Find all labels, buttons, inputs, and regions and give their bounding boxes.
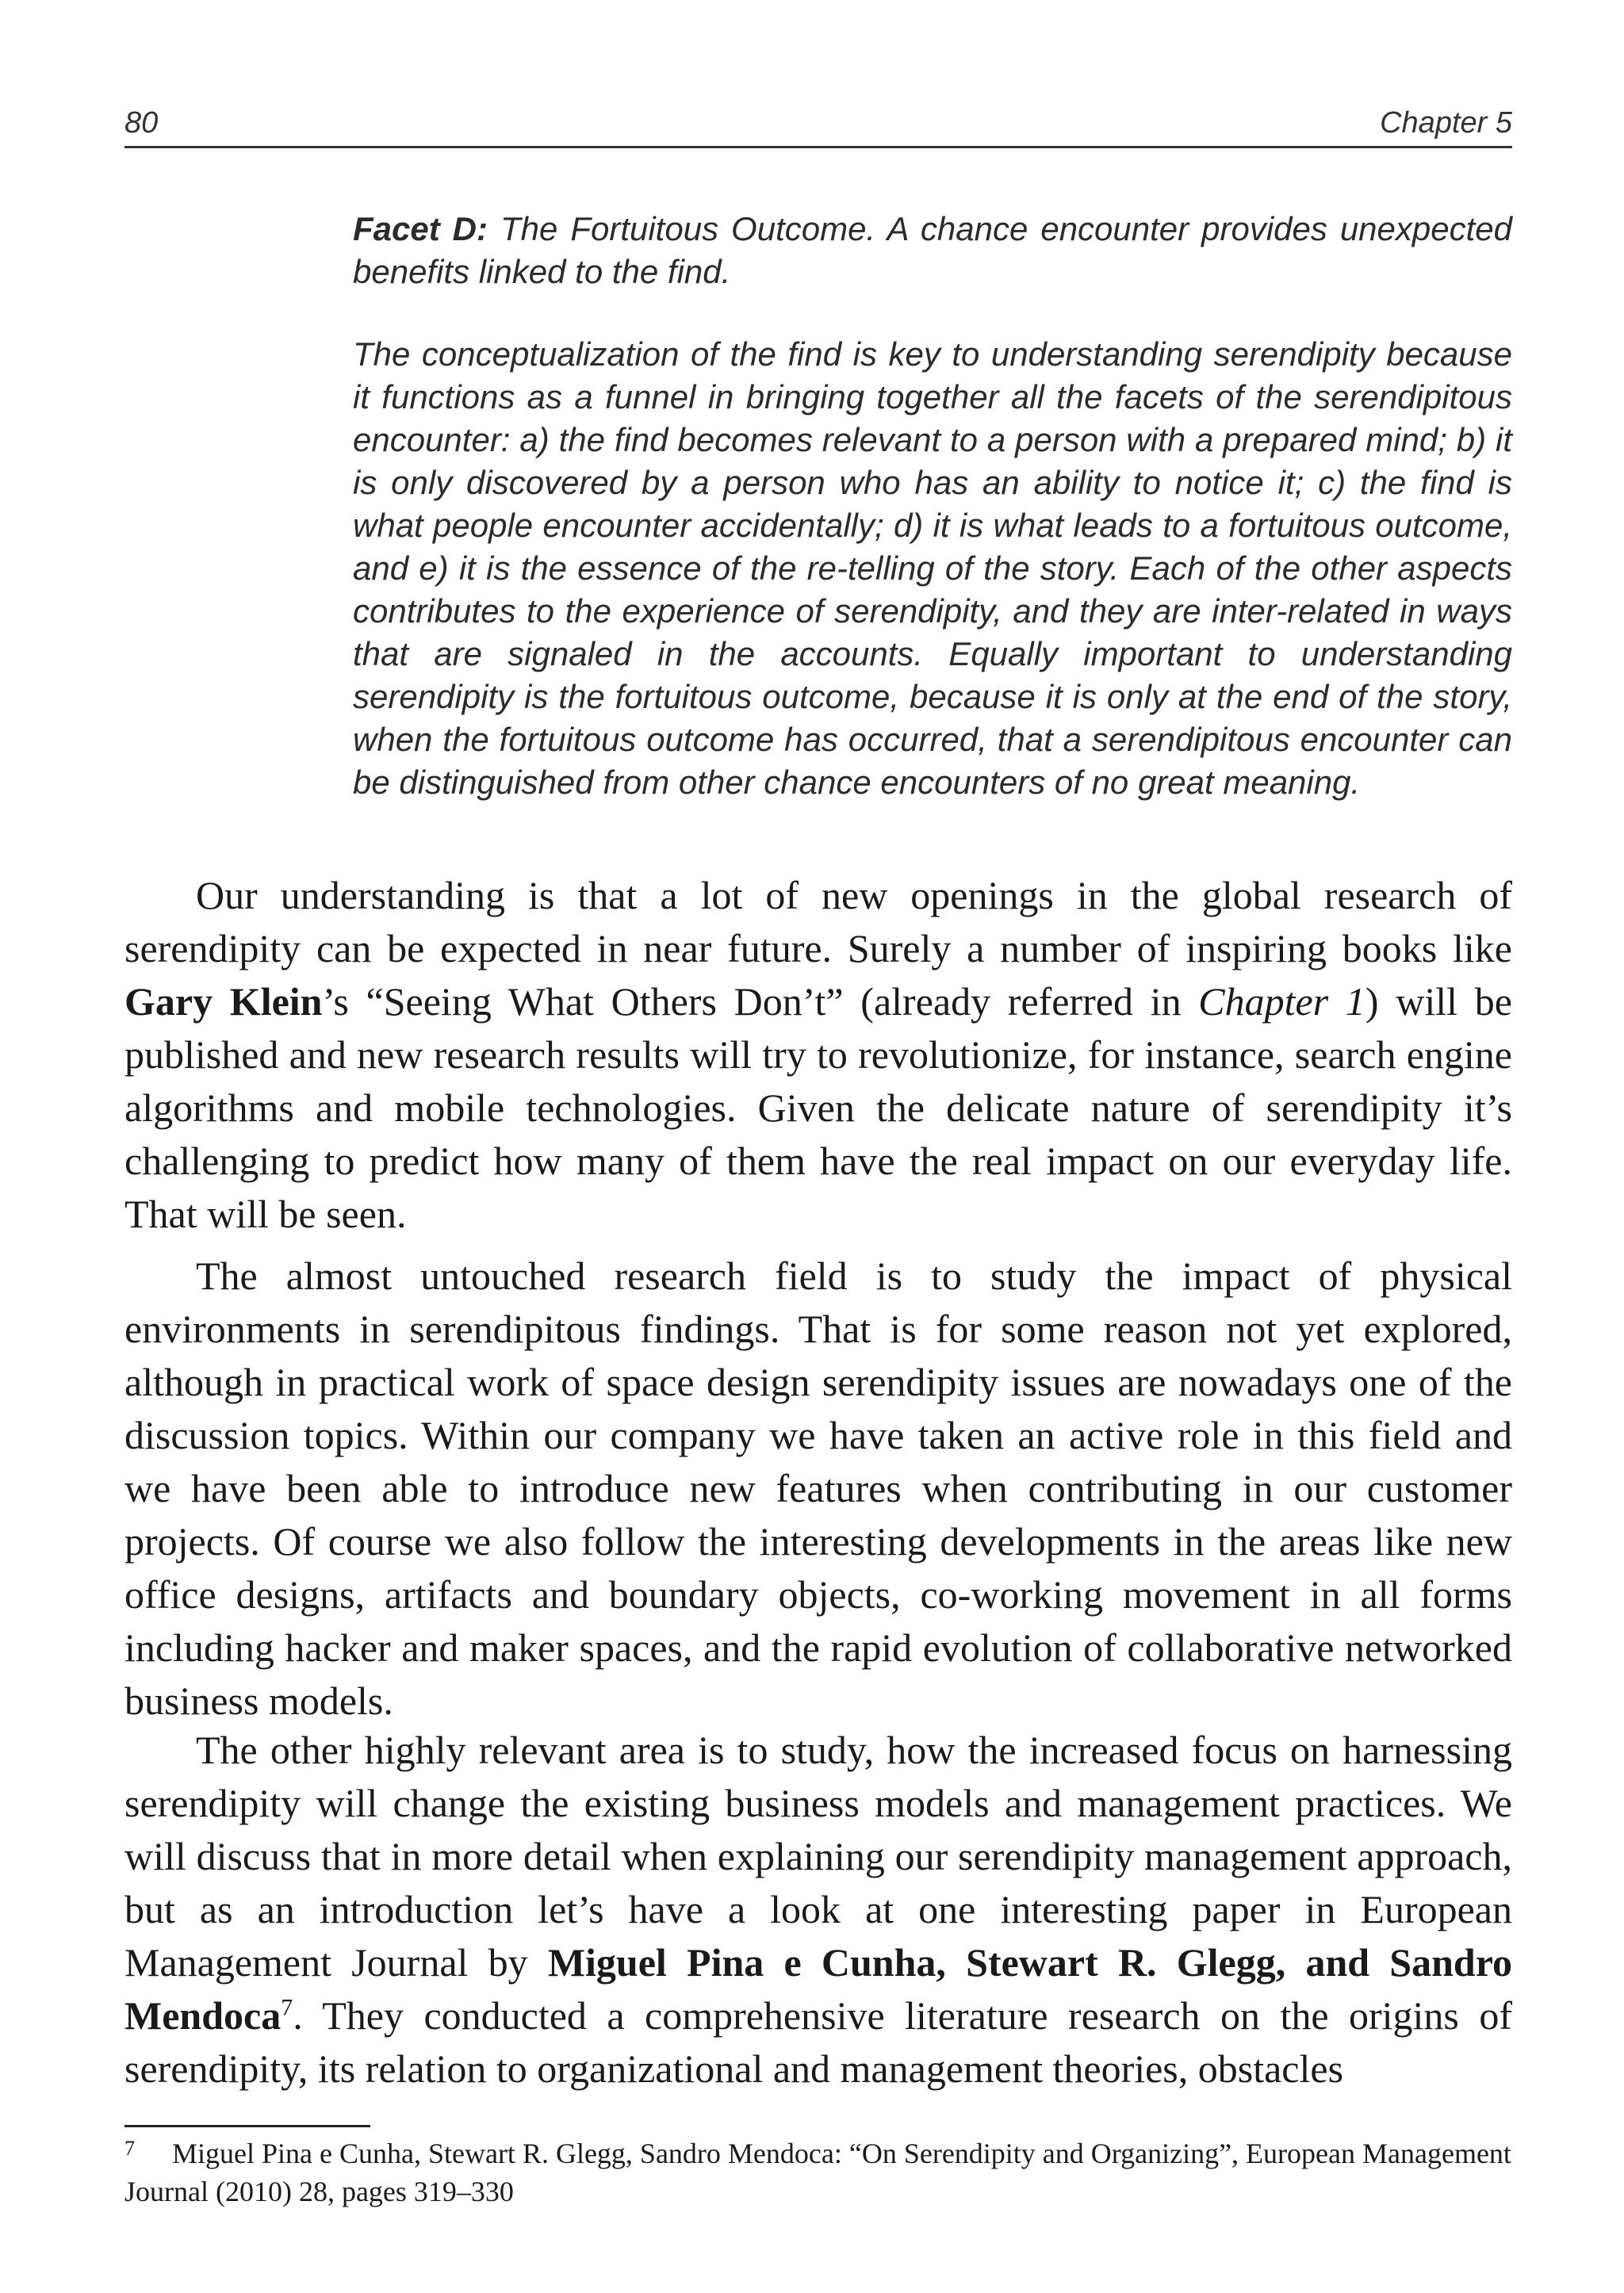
- footnote: [124, 2134, 1512, 2211]
- body-paragraph-3: [124, 1724, 1512, 2096]
- body-paragraph-1: [124, 869, 1512, 1241]
- page-number: 80: [124, 106, 159, 140]
- facet-text: The Fortuitous Outcome. A chance encounter provides unexpected benefits linked to the find.: [353, 210, 1513, 290]
- paper-authors: Miguel Pina e Cunha, Stewart R. Glegg, and Sandro Mendoca: [124, 1940, 1513, 2038]
- block-quote-paragraph: [353, 333, 1512, 804]
- p1-text-c: ) will be published and new research results will try to revolutionize, for instance, search engine algorithms and mobile technologies. Given the delicate nature of serendipity it’s challenging to predict how many of them have the real impact on our everyday life. That will be seen.: [124, 979, 1512, 1236]
- chapter-title: Chapter 5: [1380, 106, 1512, 140]
- quote-paragraph: The conceptualization of the find is key to understanding serendipity because it functions as a funnel in bringing together all the facets of the serendipitous encounter: a) the find becomes relevant to a person with a prepared mind; b) it is only discovered by a person who has an ability to notice it; c) the find is what people encounter accidentally; d) it is what leads to a fortuitous outcome, and e) it is the essence of the re-telling of the story. Each of the other aspects contributes to the experience of serendipity, and they are inter-related in ways that are signaled in the accounts. Equally important to understanding serendipity is the fortuitous outcome, because it is only at the end of the story, when the fortuitous outcome has occurred, that a serendipitous encounter can be distinguished from other chance encounters of no great meaning.: [353, 335, 1512, 801]
- footnote-rule: [124, 2125, 370, 2127]
- p3-text-b: . They conducted a comprehensive literature research on the origins of serendipity, its relation to organizational and management theories, obstacles: [124, 1993, 1512, 2091]
- p1-text-b: ’s “Seeing What Others Don’t” (already referred in: [322, 979, 1199, 1024]
- footnote-marker: 7: [281, 1994, 293, 2021]
- running-header: [124, 106, 1512, 149]
- p2-text: The almost untouched research field is to study the impact of physical environments in serendipitous findings. That is for some reason not yet explored, although in practical work of space design serendipity issues are nowadays one of the discussion topics. Within our company we have taken an active role in this field and we have been able to introduce new features when contributing in our customer projects. Of course we also follow the interesting developments in the areas like new office designs, artifacts and boundary objects, co-working movement in all forms including hacker and maker spaces, and the rapid evolution of collaborative networked business models.: [124, 1254, 1512, 1723]
- p3-text-a: The other highly relevant area is to study, how the increased focus on harnessing serendipity will change the existing business models and management practices. We will discuss that in more detail when explaining our serendipity management approach, but as an introduction let’s have a look at one interesting paper in European Management Journal by: [124, 1728, 1512, 1985]
- footnote-number: 7: [124, 2137, 135, 2160]
- p1-text-a: Our understanding is that a lot of new openings in the global research of serendipity can be expected in near future. Surely a number of inspiring books like: [124, 873, 1512, 970]
- book-page: [124, 0, 1512, 2293]
- author-name: Gary Klein: [124, 979, 323, 1024]
- block-quote-facet: [353, 208, 1512, 293]
- chapter-reference: Chapter 1: [1198, 979, 1365, 1024]
- footnote-text: Miguel Pina e Cunha, Stewart R. Glegg, Sandro Mendoca: “On Serendipity and Organizing”, European Management Journal (2010) 28, pages 319–330: [124, 2138, 1511, 2207]
- facet-label: Facet D:: [353, 210, 488, 247]
- body-paragraph-2: [124, 1250, 1512, 1728]
- header-rule: [124, 146, 1512, 148]
